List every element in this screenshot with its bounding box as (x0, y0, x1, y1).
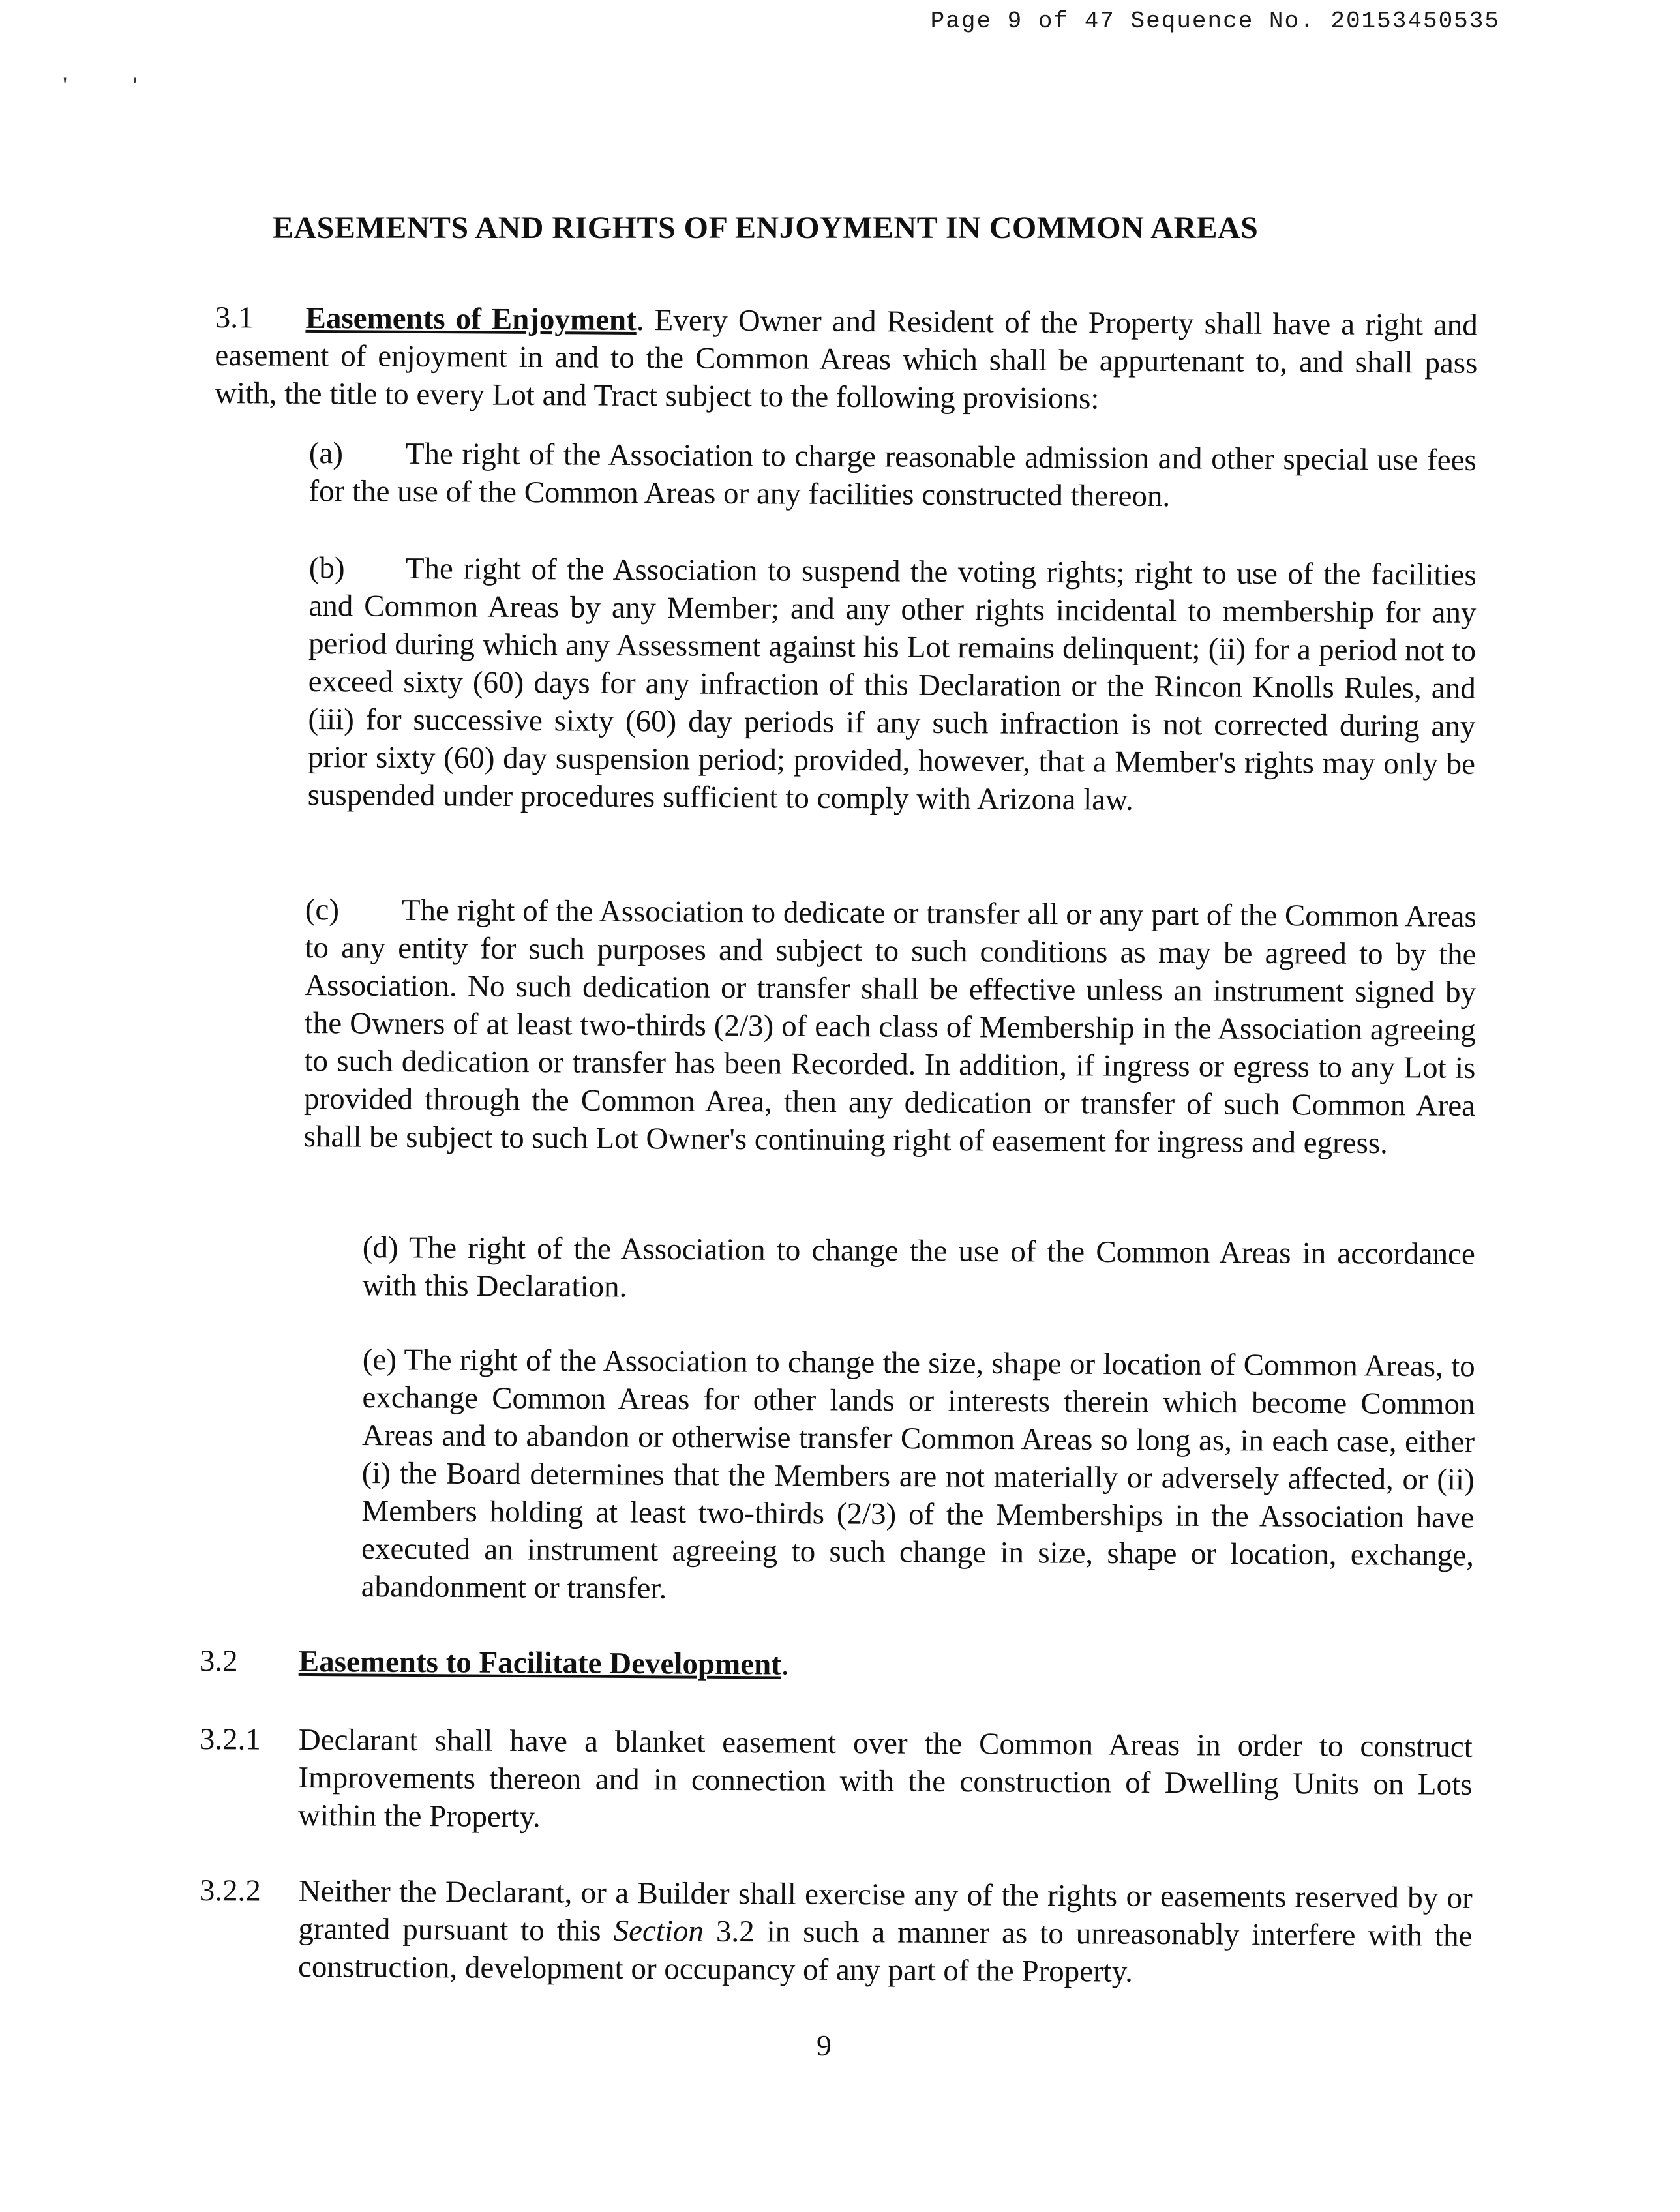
section-text: Declarant shall have a blanket easement over the Common Areas in order to construct Improvements thereon and in connection with the construction of Dwelling Units on Lots within the Property. (297, 1722, 1473, 1834)
item-text: The right of the Association to charge reasonable admission and other special use fees for the use of the Common Areas or any facilities constructed thereon. (308, 436, 1477, 514)
section-text-after: 3.2 in such a manner as to unreasonably interfere with the construction, development or occupancy of any part of the Property. (297, 1914, 1473, 1989)
scan-speck: ' (63, 71, 68, 100)
section-3-2 (200, 1642, 1478, 1689)
scan-speck: ' (132, 71, 138, 100)
item-d (362, 1229, 1475, 1311)
section-text-before: Neither the Declarant, or a Builder shall exercise any of the rights or easements reserved by or granted pursuant to this (298, 1874, 1473, 1948)
item-text: The right of the Association to dedicate or transfer all or any part of the Common Areas to any entity for such purposes and subject to such conditions as may be agreed to by the Association. No such dedication or transfer shall be effective unless an instrument signed by the Owners of at least two-thirds (2/3) of each class of Membership in the Association agreeing to such dedication or transfer has been Recorded. In addition, if ingress or egress to any Lot is provided through the Common Area, then any dedication or transfer of such Common Area shall be subject to such Lot Owner's continuing right of easement for ingress and egress. (303, 893, 1477, 1161)
item-text: The right of the Association to change the use of the Common Areas in accordance with this Declaration. (362, 1231, 1475, 1304)
section-number: 3.2.1 (199, 1722, 261, 1757)
item-a (308, 434, 1477, 517)
section-text: . Every Owner and Resident of the Property shall have a right and easement of enjoyment in and to the Common Areas which shall be appurtenant to, and shall pass with, the title to every Lot and Tract subject to the following provisions: (214, 303, 1478, 416)
item-label: (b) (308, 550, 345, 586)
section-number: 3.2 (199, 1644, 238, 1679)
item-text: The right of the Association to suspend the voting rights; right to use of the facilities and Common Areas by any Member; and any other rights incidental to membership for any period during which any Assessment against his Lot remains delinquent; (ii) for a period not to exceed sixty (60) days for any infraction of this Declaration or the Rincon Knolls Rules, and (iii) for successive sixty (60) day periods if any such infraction is not corrected during any prior sixty (60) day suspension period; provided, however, that a Member's rights may only be suspended under procedures sufficient to comply with Arizona law. (307, 551, 1477, 817)
page-sequence-header: Page 9 of 47 Sequence No. 20153450535 (930, 8, 1500, 35)
section-heading-period: . (781, 1647, 789, 1682)
item-b (308, 549, 1477, 821)
section-3-1 (215, 299, 1478, 420)
article-title: EASEMENTS AND RIGHTS OF ENJOYMENT IN COMMON AREAS (273, 211, 1259, 245)
item-c (304, 891, 1477, 1163)
item-label: (e) (362, 1343, 397, 1377)
item-text: The right of the Association to change the size, shape or location of Common Areas, to exchange Common Areas for other lands or interests therein which become Common Areas and to abandon or otherwise transfer Common Areas so long as, in each case, either (i) the Board determines that the Members are not materially or adversely affected, or (ii) Members holding at least two-thirds (2/3) of the Memberships in the Association have executed an instrument agreeing to such change in size, shape or location, exchange, abandonment or transfer. (361, 1343, 1475, 1606)
section-number: 3.1 (215, 300, 254, 335)
item-label: (d) (362, 1231, 398, 1265)
scan-specks (63, 70, 196, 101)
item-e (361, 1341, 1475, 1612)
section-number: 3.2.2 (199, 1874, 261, 1908)
section-3-2-1 (199, 1720, 1478, 1846)
section-italic-word: Section (613, 1913, 704, 1949)
page-number: 9 (817, 2029, 832, 2062)
item-label: (a) (308, 436, 344, 471)
item-label: (c) (305, 893, 340, 927)
section-heading: Easements to Facilitate Development (298, 1644, 782, 1682)
section-3-2-2 (199, 1872, 1478, 1997)
section-heading: Easements of Enjoyment (305, 301, 637, 337)
